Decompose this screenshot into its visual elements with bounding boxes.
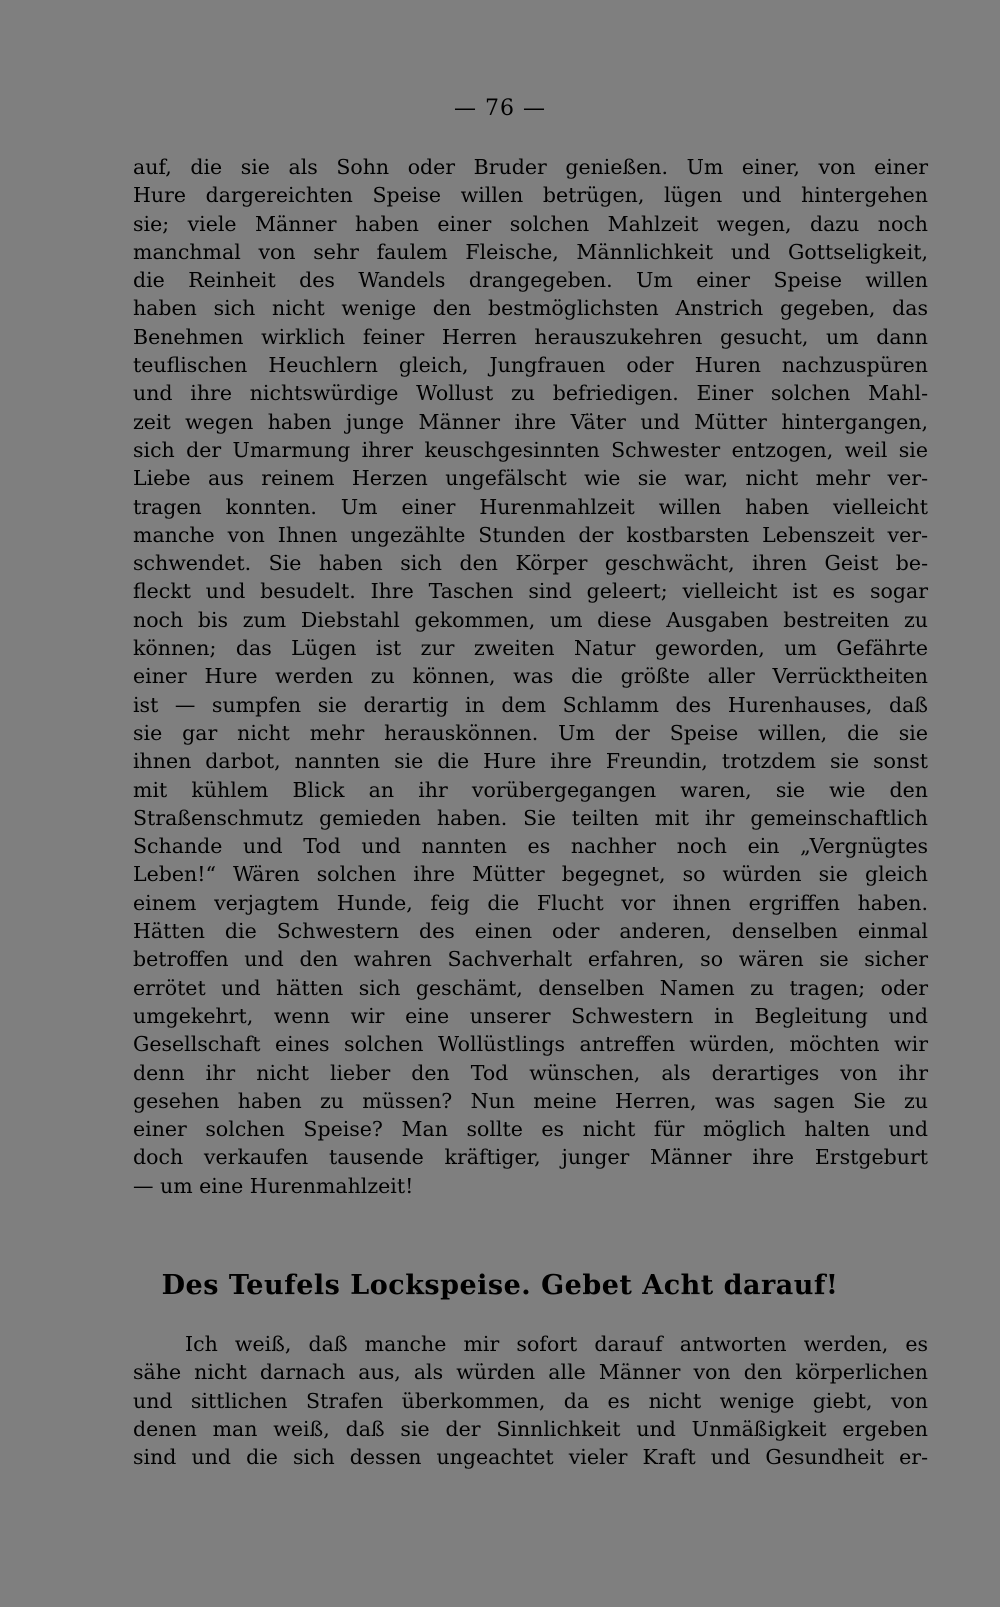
text-line: sie gar nicht mehr herauskönnen. Um der Speise willen, die sie <box>133 720 928 745</box>
text-line: errötet und hätten sich geschämt, denselben Namen zu tragen; oder <box>133 975 928 1000</box>
section-heading: Des Teufels Lockspeise. Gebet Acht darauf! <box>161 1270 839 1301</box>
text-line: noch bis zum Diebstahl gekommen, um diese Ausgaben bestreiten zu <box>133 607 928 632</box>
text-line: teuflischen Heuchlern gleich, Jungfrauen oder Huren nachzuspüren <box>133 353 928 378</box>
text-line: können; das Lügen ist zur zweiten Natur geworden, um Gefährte <box>133 636 928 661</box>
text-line: und ihre nichtswürdige Wollust zu befriedigen. Einer solchen Mahl- <box>133 381 928 406</box>
text-line: betroffen und den wahren Sachverhalt erfahren, so wären sie sicher <box>133 947 928 972</box>
text-line: ihnen darbot, nannten sie die Hure ihre Freundin, trotzdem sie sonst <box>133 749 928 774</box>
page-number: — 76 — <box>454 96 546 121</box>
text-line: einem verjagtem Hunde, feig die Flucht vor ihnen ergriffen haben. <box>133 890 928 915</box>
text-line: einer Hure werden zu können, was die größte aller Verrücktheiten <box>133 664 928 689</box>
text-line: haben sich nicht wenige den bestmöglichsten Anstrich gegeben, das <box>133 296 928 321</box>
text-line: mit kühlem Blick an ihr vorübergegangen waren, sie wie den <box>133 777 928 802</box>
text-line: Benehmen wirklich feiner Herren herauszukehren gesucht, um dann <box>133 324 928 349</box>
text-line: — um eine Hurenmahlzeit! <box>133 1173 414 1198</box>
text-line: zeit wegen haben junge Männer ihre Väter und Mütter hintergangen, <box>133 409 928 434</box>
text-line: denen man weiß, daß sie der Sinnlichkeit und Unmäßigkeit ergeben <box>133 1416 928 1441</box>
text-line: Schande und Tod und nannten es nachher noch ein „Vergnügtes <box>133 834 928 859</box>
text-line: umgekehrt, wenn wir eine unserer Schwestern in Begleitung und <box>133 1003 928 1028</box>
text-line: sähe nicht darnach aus, als würden alle Männer von den körperlichen <box>133 1360 928 1385</box>
text-line: sind und die sich dessen ungeachtet vieler Kraft und Gesundheit er- <box>133 1445 928 1470</box>
text-line: Ich weiß, daß manche mir sofort darauf antworten werden, es <box>185 1332 928 1356</box>
paragraph-2 <box>133 1330 928 1471</box>
text-line: manche von Ihnen ungezählte Stunden der kostbarsten Lebenszeit ver- <box>133 522 928 547</box>
text-line: Hure dargereichten Speise willen betrügen, lügen und hintergehen <box>133 183 928 208</box>
text-line: und sittlichen Strafen überkommen, da es nicht wenige giebt, von <box>133 1388 928 1413</box>
paragraph-1 <box>133 153 928 1200</box>
text-line: Hätten die Schwestern des einen oder anderen, denselben einmal <box>133 919 928 944</box>
text-line: Straßenschmutz gemieden haben. Sie teilten mit ihr gemeinschaftlich <box>133 805 928 830</box>
text-line: Leben!“ Wären solchen ihre Mütter begegnet, so würden sie gleich <box>133 862 928 887</box>
text-line: denn ihr nicht lieber den Tod wünschen, als derartiges von ihr <box>133 1060 928 1085</box>
text-line: schwendet. Sie haben sich den Körper geschwächt, ihren Geist be- <box>133 551 928 576</box>
text-line: manchmal von sehr faulem Fleische, Männlichkeit und Gottseligkeit, <box>133 239 928 264</box>
text-line: doch verkaufen tausende kräftiger, junger Männer ihre Erstgeburt <box>133 1145 928 1170</box>
text-line: auf, die sie als Sohn oder Bruder genießen. Um einer, von einer <box>133 155 928 179</box>
text-line: sie; viele Männer haben einer solchen Mahlzeit wegen, dazu noch <box>133 211 928 236</box>
text-line: ist — sumpfen sie derartig in dem Schlamm des Hurenhauses, daß <box>133 692 928 717</box>
text-line: die Reinheit des Wandels drangegeben. Um einer Speise willen <box>133 268 928 293</box>
text-line: Gesellschaft eines solchen Wollüstlings antreffen würden, möchten wir <box>133 1032 928 1057</box>
text-line: Liebe aus reinem Herzen ungefälscht wie sie war, nicht mehr ver- <box>133 466 928 491</box>
text-line: sich der Umarmung ihrer keuschgesinnten Schwester entzogen, weil sie <box>133 437 928 462</box>
text-line: gesehen haben zu müssen? Nun meine Herren, was sagen Sie zu <box>133 1088 928 1113</box>
text-line: einer solchen Speise? Man sollte es nicht für möglich halten und <box>133 1117 928 1142</box>
text-line: tragen konnten. Um einer Hurenmahlzeit willen haben vielleicht <box>133 494 928 519</box>
text-line: fleckt und besudelt. Ihre Taschen sind geleert; vielleicht ist es sogar <box>133 579 928 604</box>
